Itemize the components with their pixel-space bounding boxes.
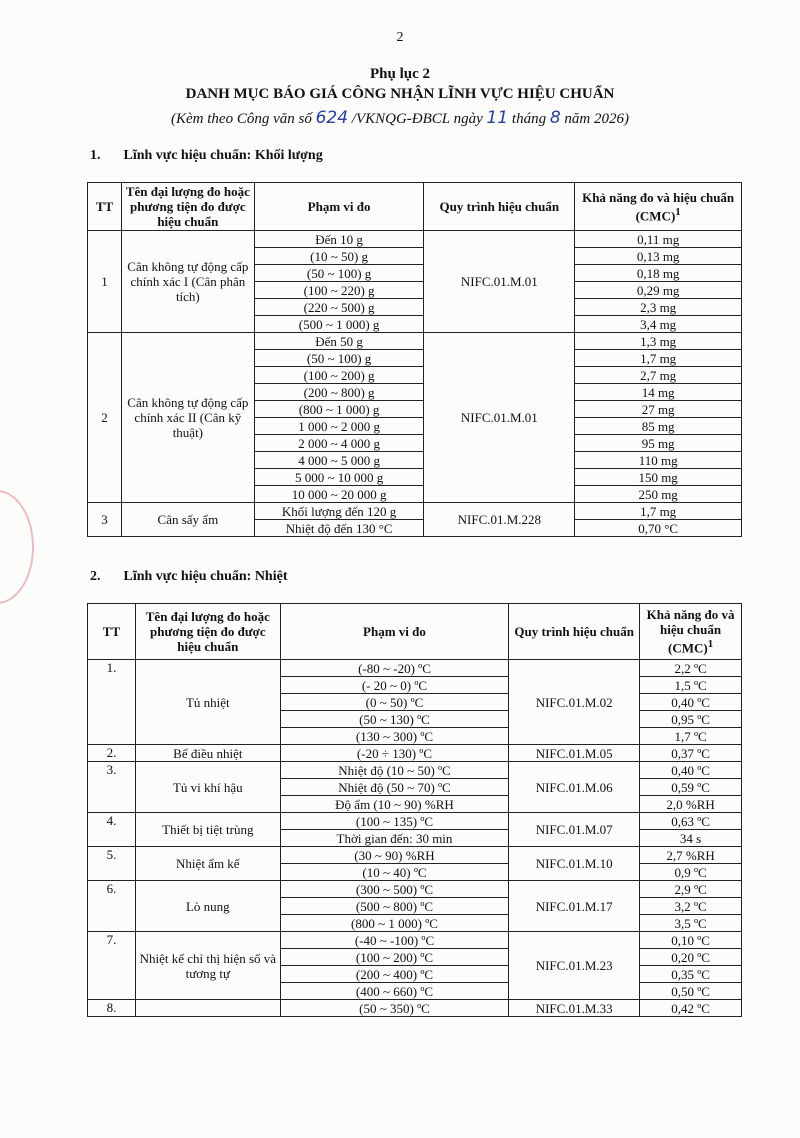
row-cmc: 95 mg	[575, 435, 742, 452]
row-range: (-80 ~ -20) ºC	[280, 660, 509, 677]
row-cmc: 27 mg	[575, 401, 742, 418]
header-cmc	[640, 604, 742, 660]
row-cmc: 0,42 ºC	[640, 1000, 742, 1017]
row-cmc: 0,40 ºC	[640, 694, 742, 711]
row-range: (-40 ~ -100) ºC	[280, 932, 509, 949]
row-range: Nhiệt độ (50 ~ 70) ºC	[280, 779, 509, 796]
row-range: (30 ~ 90) %RH	[280, 847, 509, 864]
row-instrument-name: Cân không tự động cấp chính xác I (Cân phân tích)	[121, 231, 254, 333]
table-row	[88, 503, 742, 520]
section2-heading	[90, 569, 288, 585]
row-cmc: 0,59 ºC	[640, 779, 742, 796]
header-tt: TT	[88, 183, 122, 231]
row-cmc: 0,40 ºC	[640, 762, 742, 779]
row-instrument-name: Lò nung	[135, 881, 280, 932]
row-cmc: 0,18 mg	[575, 265, 742, 282]
row-range: (300 ~ 500) ºC	[280, 881, 509, 898]
row-cmc: 3,2 ºC	[640, 898, 742, 915]
row-cmc: 2,7 mg	[575, 367, 742, 384]
row-range: (50 ~ 350) ºC	[280, 1000, 509, 1017]
row-range: (800 ~ 1 000) ºC	[280, 915, 509, 932]
row-range: 2 000 ~ 4 000 g	[254, 435, 424, 452]
table-row	[88, 333, 742, 350]
row-cmc: 1,3 mg	[575, 333, 742, 350]
row-range: (100 ~ 200) g	[254, 367, 424, 384]
header-cmc	[575, 183, 742, 231]
header-procedure: Quy trình hiệu chuẩn	[424, 183, 575, 231]
row-range: (500 ~ 1 000) g	[254, 316, 424, 333]
section1-title: Lĩnh vực hiệu chuẩn: Khối lượng	[123, 148, 323, 163]
subtitle-prefix: (Kèm theo Công văn số	[171, 111, 312, 127]
subtitle-month-label: tháng	[511, 111, 547, 127]
row-tt: 7.	[88, 932, 136, 1000]
row-cmc: 85 mg	[575, 418, 742, 435]
header-range: Phạm vi đo	[254, 183, 424, 231]
row-range: (10 ~ 50) g	[254, 248, 424, 265]
header-cmc-footnote: 1	[707, 638, 714, 651]
row-cmc: 3,4 mg	[575, 316, 742, 333]
red-stamp-mark	[0, 490, 34, 604]
row-range: (500 ~ 800) ºC	[280, 898, 509, 915]
row-range: (220 ~ 500) g	[254, 299, 424, 316]
row-range: (-20 ÷ 130) ºC	[280, 745, 509, 762]
section1-number: 1.	[90, 148, 101, 163]
row-procedure: NIFC.01.M.05	[509, 745, 640, 762]
row-range: (- 20 ~ 0) ºC	[280, 677, 509, 694]
row-procedure: NIFC.01.M.02	[509, 660, 640, 745]
row-range: (200 ~ 400) ºC	[280, 966, 509, 983]
row-range: Độ ẩm (10 ~ 90) %RH	[280, 796, 509, 813]
row-cmc: 1,7 mg	[575, 503, 742, 520]
row-procedure: NIFC.01.M.07	[509, 813, 640, 847]
row-cmc: 150 mg	[575, 469, 742, 486]
row-tt: 5.	[88, 847, 136, 881]
temperature-calibration-table	[87, 603, 742, 1017]
row-cmc: 0,95 ºC	[640, 711, 742, 728]
row-cmc: 2,7 %RH	[640, 847, 742, 864]
row-tt: 4.	[88, 813, 136, 847]
table-row	[88, 231, 742, 248]
section1-heading	[90, 148, 323, 164]
row-procedure: NIFC.01.M.17	[509, 881, 640, 932]
table-row	[88, 847, 742, 864]
row-range: Khối lượng đến 120 g	[254, 503, 424, 520]
row-instrument-name	[135, 1000, 280, 1017]
row-range: (100 ~ 220) g	[254, 282, 424, 299]
section2-title: Lĩnh vực hiệu chuẩn: Nhiệt	[123, 569, 288, 584]
row-range: 5 000 ~ 10 000 g	[254, 469, 424, 486]
handwritten-month: 8	[549, 108, 561, 128]
row-instrument-name: Cân không tự động cấp chính xác II (Cân kỹ thuật)	[121, 333, 254, 503]
row-range: 1 000 ~ 2 000 g	[254, 418, 424, 435]
row-range: 10 000 ~ 20 000 g	[254, 486, 424, 503]
row-range: Đến 10 g	[254, 231, 424, 248]
row-cmc: 0,70 °C	[575, 520, 742, 537]
row-tt: 8.	[88, 1000, 136, 1017]
row-procedure: NIFC.01.M.228	[424, 503, 575, 537]
row-instrument-name: Nhiệt kế chỉ thị hiện số và tương tự	[135, 932, 280, 1000]
row-cmc: 34 s	[640, 830, 742, 847]
row-range: (10 ~ 40) ºC	[280, 864, 509, 881]
row-range: (50 ~ 130) ºC	[280, 711, 509, 728]
header-cmc-text: Khả năng đo và hiệu chuẩn (CMC)	[582, 189, 735, 224]
table-row	[88, 660, 742, 677]
page-number: 2	[396, 30, 404, 45]
row-range: (50 ~ 100) g	[254, 265, 424, 282]
row-range: Đến 50 g	[254, 333, 424, 350]
row-cmc: 1,7 ºC	[640, 728, 742, 745]
header-cmc-footnote: 1	[675, 205, 681, 218]
row-cmc: 0,63 ºC	[640, 813, 742, 830]
row-procedure: NIFC.01.M.06	[509, 762, 640, 813]
appendix-title: Phụ lục 2	[369, 66, 430, 82]
row-tt: 2	[88, 333, 122, 503]
row-range: Nhiệt độ (10 ~ 50) ºC	[280, 762, 509, 779]
row-instrument-name: Thiết bị tiệt trùng	[135, 813, 280, 847]
header-range: Phạm vi đo	[280, 604, 509, 660]
subtitle-middle: /VKNQG-ĐBCL ngày	[351, 111, 483, 127]
subtitle-suffix: năm 2026)	[564, 111, 629, 127]
row-tt: 3.	[88, 762, 136, 813]
row-cmc: 0,37 ºC	[640, 745, 742, 762]
header-name: Tên đại lượng đo hoặc phương tiện đo được hiệu chuẩn	[121, 183, 254, 231]
main-title: DANH MỤC BÁO GIÁ CÔNG NHẬN LĨNH VỰC HIỆU CHUẨN	[185, 86, 615, 102]
table-row	[88, 881, 742, 898]
table-row	[88, 932, 742, 949]
temperature-table-body	[88, 660, 742, 1017]
row-range: (130 ~ 300) ºC	[280, 728, 509, 745]
section2-number: 2.	[90, 569, 101, 584]
row-cmc: 3,5 ºC	[640, 915, 742, 932]
row-instrument-name: Cân sấy ẩm	[121, 503, 254, 537]
mass-table-body	[88, 231, 742, 537]
row-range: (100 ~ 135) ºC	[280, 813, 509, 830]
row-instrument-name: Tủ nhiệt	[135, 660, 280, 745]
row-cmc: 2,3 mg	[575, 299, 742, 316]
row-cmc: 0,11 mg	[575, 231, 742, 248]
handwritten-doc-number: 624	[315, 108, 349, 128]
row-cmc: 250 mg	[575, 486, 742, 503]
row-cmc: 0,9 ºC	[640, 864, 742, 881]
row-cmc: 0,35 ºC	[640, 966, 742, 983]
table-row	[88, 762, 742, 779]
table-row	[88, 745, 742, 762]
row-range: (200 ~ 800) g	[254, 384, 424, 401]
row-procedure: NIFC.01.M.23	[509, 932, 640, 1000]
header-name: Tên đại lượng đo hoặc phương tiện đo được hiệu chuẩn	[135, 604, 280, 660]
header-cmc-text: Khả năng đo và hiệu chuẩn (CMC)	[646, 607, 735, 656]
row-tt: 1.	[88, 660, 136, 745]
row-instrument-name: Tủ vi khí hậu	[135, 762, 280, 813]
row-range: (50 ~ 100) g	[254, 350, 424, 367]
header-procedure: Quy trình hiệu chuẩn	[509, 604, 640, 660]
row-range: Thời gian đến: 30 min	[280, 830, 509, 847]
row-cmc: 0,20 ºC	[640, 949, 742, 966]
table-row	[88, 1000, 742, 1017]
row-range: 4 000 ~ 5 000 g	[254, 452, 424, 469]
row-procedure: NIFC.01.M.01	[424, 231, 575, 333]
row-instrument-name: Nhiệt ẩm kế	[135, 847, 280, 881]
table-row	[88, 813, 742, 830]
row-cmc: 2,0 %RH	[640, 796, 742, 813]
header-tt: TT	[88, 604, 136, 660]
row-range: Nhiệt độ đến 130 °C	[254, 520, 424, 537]
row-cmc: 2,9 ºC	[640, 881, 742, 898]
row-tt: 2.	[88, 745, 136, 762]
row-cmc: 14 mg	[575, 384, 742, 401]
row-cmc: 1,7 mg	[575, 350, 742, 367]
row-cmc: 110 mg	[575, 452, 742, 469]
row-cmc: 2,2 ºC	[640, 660, 742, 677]
row-tt: 3	[88, 503, 122, 537]
row-procedure: NIFC.01.M.33	[509, 1000, 640, 1017]
row-tt: 1	[88, 231, 122, 333]
row-tt: 6.	[88, 881, 136, 932]
row-procedure: NIFC.01.M.10	[509, 847, 640, 881]
row-instrument-name: Bể điều nhiệt	[135, 745, 280, 762]
row-range: (400 ~ 660) ºC	[280, 983, 509, 1000]
row-cmc: 0,13 mg	[575, 248, 742, 265]
row-cmc: 1,5 ºC	[640, 677, 742, 694]
row-range: (800 ~ 1 000) g	[254, 401, 424, 418]
row-cmc: 0,50 ºC	[640, 983, 742, 1000]
row-procedure: NIFC.01.M.01	[424, 333, 575, 503]
row-cmc: 0,10 ºC	[640, 932, 742, 949]
mass-calibration-table	[87, 182, 742, 537]
handwritten-day: 11	[486, 108, 509, 128]
subtitle	[0, 108, 800, 128]
row-cmc: 0,29 mg	[575, 282, 742, 299]
row-range: (0 ~ 50) ºC	[280, 694, 509, 711]
row-range: (100 ~ 200) ºC	[280, 949, 509, 966]
